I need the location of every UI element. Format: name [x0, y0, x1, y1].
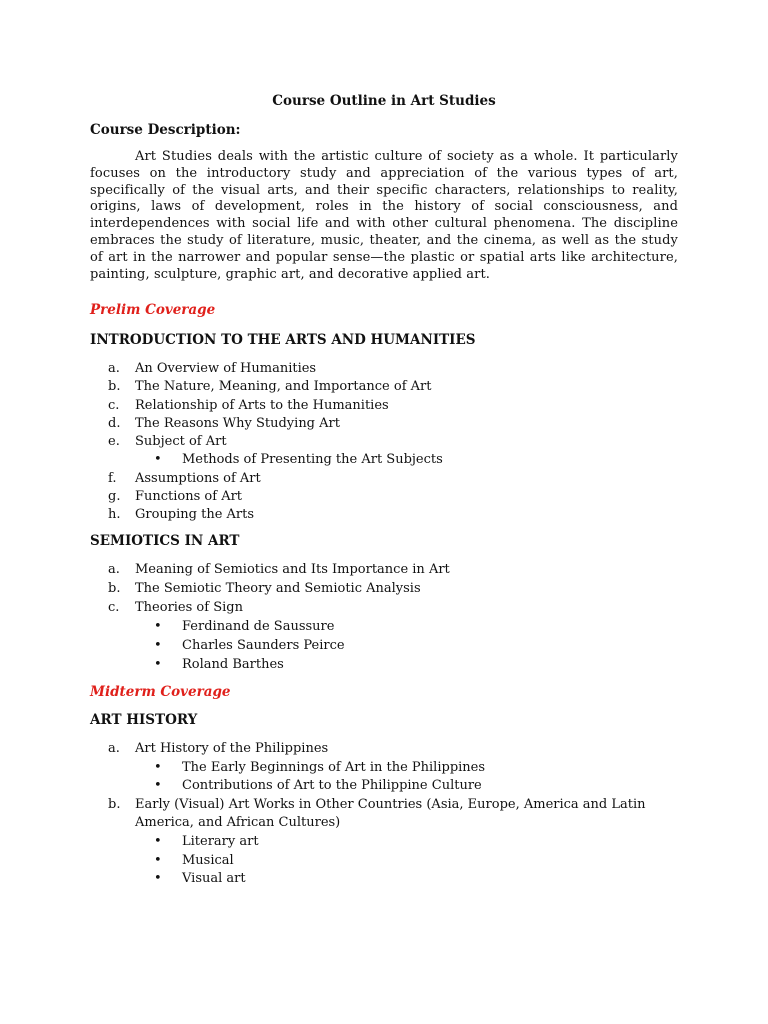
intro-arts-list: [108, 360, 561, 525]
outline-item: [108, 397, 561, 415]
outline-subitem-text: Literary art: [182, 833, 259, 849]
outline-subitem-text: Methods of Presenting the Art Subjects: [182, 452, 443, 468]
outline-subitem-text: Musical: [182, 852, 234, 868]
outline-item: [108, 470, 561, 488]
outline-item-text: Art History of the Philippines: [135, 741, 329, 756]
outline-item-marker: a.: [108, 562, 120, 577]
outline-item: [108, 580, 480, 599]
outline-item: [108, 561, 480, 580]
course-description-label: Course Description:: [90, 122, 241, 138]
course-description-text: Art Studies deals with the artistic culture of society as a whole. It particularly focuses on the introductory study and appreciation of the various types of art, specifically of the visual arts, and their specific characters, relationships to reality, origins, laws of development, roles in the history of social consciousness, and interdependences with social life and with other cultural phenomena. The discipline embraces the study of literature, music, theater, and the cinema, as well as the study of art in the narrower and popular sense—the plastic or spatial arts like architecture, painting, sculpture, graphic art, and decorative applied art.: [90, 149, 678, 282]
art-history-list: [108, 740, 668, 889]
outline-item-marker: d.: [108, 415, 121, 431]
bullet-icon: •: [154, 656, 162, 672]
outline-subitem: [108, 656, 480, 675]
outline-subitem: [108, 759, 668, 778]
outline-item-text: Early (Visual) Art Works in Other Countries (Asia, Europe, America and Latin America, and African Cultures): [135, 796, 646, 831]
outline-item-text: Assumptions of Art: [135, 470, 261, 486]
outline-subitem: [108, 637, 480, 656]
outline-item-text: Relationship of Arts to the Humanities: [135, 397, 389, 413]
outline-item: [108, 796, 668, 889]
bullet-icon: •: [154, 871, 162, 887]
outline-subitem-text: Roland Barthes: [182, 656, 284, 672]
bullet-icon: •: [154, 778, 162, 794]
prelim-coverage-label: Prelim Coverage: [90, 302, 216, 318]
page-title: Course Outline in Art Studies: [272, 93, 496, 109]
intro-arts-heading: INTRODUCTION TO THE ARTS AND HUMANITIES: [90, 332, 476, 348]
outline-item-marker: c.: [108, 599, 120, 615]
outline-item: [108, 415, 561, 433]
outline-item-text: Functions of Art: [135, 489, 243, 505]
outline-subitem-text: Contributions of Art to the Philippine Culture: [182, 778, 482, 794]
semiotics-list: [108, 561, 480, 674]
outline-item-text: Grouping the Arts: [135, 507, 255, 523]
outline-subitem: [108, 870, 668, 889]
outline-item-marker: b.: [108, 796, 121, 812]
outline-item-text: The Reasons Why Studying Art: [135, 415, 340, 431]
bullet-icon: •: [154, 833, 162, 849]
outline-subitem-text: The Early Beginnings of Art in the Philippines: [182, 759, 486, 775]
outline-item-text: An Overview of Humanities: [135, 361, 317, 376]
outline-item-marker: h.: [108, 507, 121, 523]
outline-subitem: [108, 451, 561, 469]
outline-sublist: [108, 759, 668, 796]
outline-item-text: Meaning of Semiotics and Its Importance in Art: [135, 562, 450, 577]
outline-subitem: [108, 852, 668, 871]
bullet-icon: •: [154, 759, 162, 775]
outline-item-text: The Semiotic Theory and Semiotic Analysis: [135, 580, 421, 596]
outline-item-marker: e.: [108, 434, 120, 450]
outline-subitem-text: Visual art: [182, 871, 246, 887]
outline-item-marker: g.: [108, 489, 121, 505]
outline-subitem-text: Ferdinand de Saussure: [182, 618, 335, 634]
bullet-icon: •: [154, 637, 162, 653]
bullet-icon: •: [154, 618, 162, 634]
outline-item-marker: b.: [108, 580, 121, 596]
outline-item-marker: a.: [108, 361, 120, 376]
outline-subitem-text: Charles Saunders Peirce: [182, 637, 345, 653]
outline-subitem: [108, 833, 668, 852]
outline-item: [108, 488, 561, 506]
outline-item: [108, 433, 561, 470]
bullet-icon: •: [154, 852, 162, 868]
semiotics-heading: SEMIOTICS IN ART: [90, 533, 240, 549]
midterm-coverage-label: Midterm Coverage: [90, 684, 231, 700]
outline-item: [108, 378, 561, 396]
outline-item-text: The Nature, Meaning, and Importance of Art: [135, 379, 432, 395]
outline-item: [108, 599, 480, 675]
outline-sublist: [108, 451, 561, 469]
outline-item-marker: b.: [108, 379, 121, 395]
outline-sublist: [108, 618, 480, 675]
outline-item-text: Theories of Sign: [135, 599, 243, 615]
outline-subitem: [108, 618, 480, 637]
outline-item-marker: f.: [108, 470, 117, 486]
outline-sublist: [108, 833, 668, 889]
bullet-icon: •: [154, 452, 162, 468]
outline-item: [108, 506, 561, 524]
outline-item: [108, 360, 561, 378]
outline-item-marker: a.: [108, 741, 120, 756]
outline-item-text: Subject of Art: [135, 434, 227, 450]
outline-item-marker: c.: [108, 397, 120, 413]
art-history-heading: ART HISTORY: [90, 712, 198, 728]
outline-item: [108, 740, 668, 796]
outline-subitem: [108, 777, 668, 796]
